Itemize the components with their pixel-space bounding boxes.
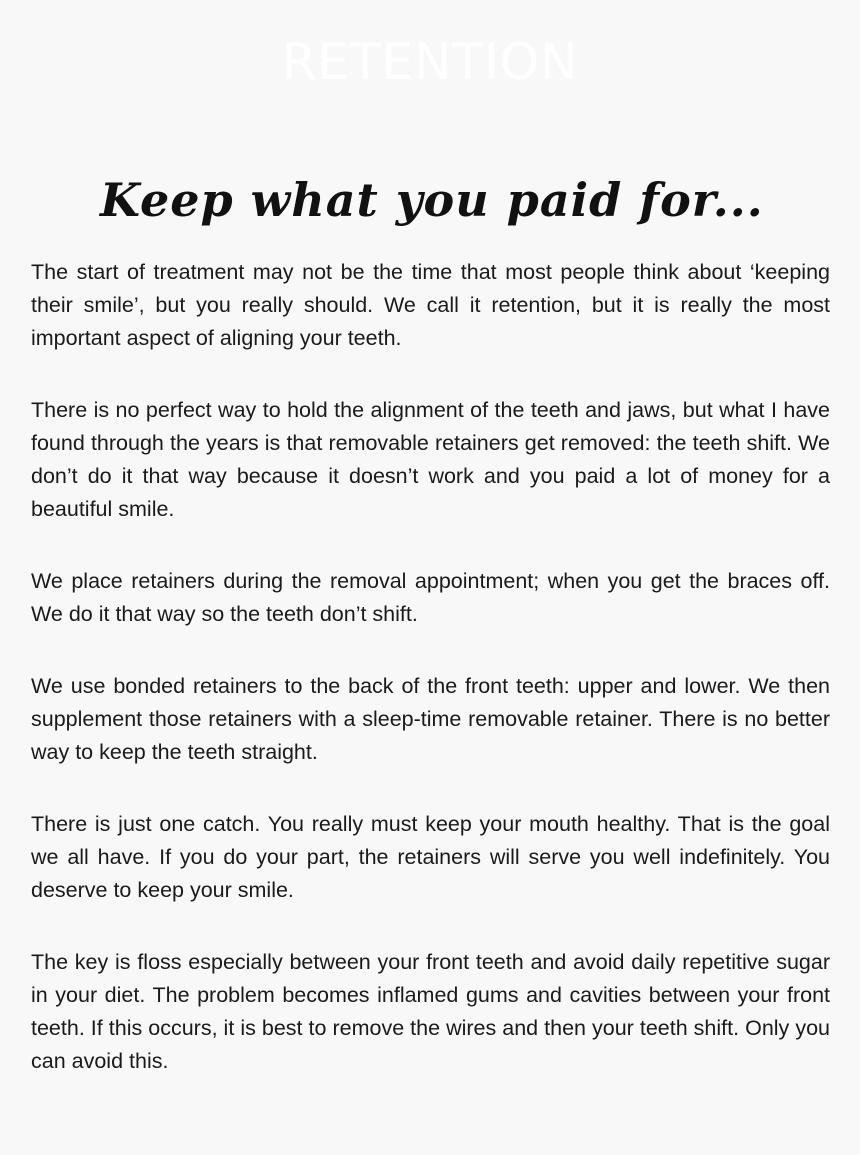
tagline: Keep what you paid for... — [100, 173, 764, 227]
paragraph: We place retainers during the removal appointment; when you get the braces off. We do it that way so the teeth don’t shift. — [31, 569, 830, 626]
paragraph: The key is floss especially between your front teeth and avoid daily repetitive sugar in your diet. The problem becomes inflamed gums and cavities between your front teeth. If this occurs, it is best to remove the wires and then your teeth shift. Only you can avoid this. — [31, 950, 830, 1073]
paragraph: The start of treatment may not be the time that most people think about ‘keeping their smile’, but you really should. We call it retention, but it is really the most important aspect of aligning your teeth. — [31, 260, 830, 350]
paragraph: We use bonded retainers to the back of the front teeth: upper and lower. We then supplement those retainers with a sleep-time removable retainer. There is no better way to keep the teeth straight. — [31, 674, 830, 764]
body-text — [31, 256, 830, 1078]
paragraph: There is no perfect way to hold the alignment of the teeth and jaws, but what I have found through the years is that removable retainers get removed: the teeth shift. We don’t do it that way because it doesn’t work and you paid a lot of money for a beautiful smile. — [31, 398, 830, 521]
paragraph: There is just one catch. You really must keep your mouth healthy. That is the goal we all have. If you do your part, the retainers will serve you well indefinitely. You deserve to keep your smile. — [31, 812, 830, 902]
section-heading: RETENTION — [281, 33, 579, 91]
